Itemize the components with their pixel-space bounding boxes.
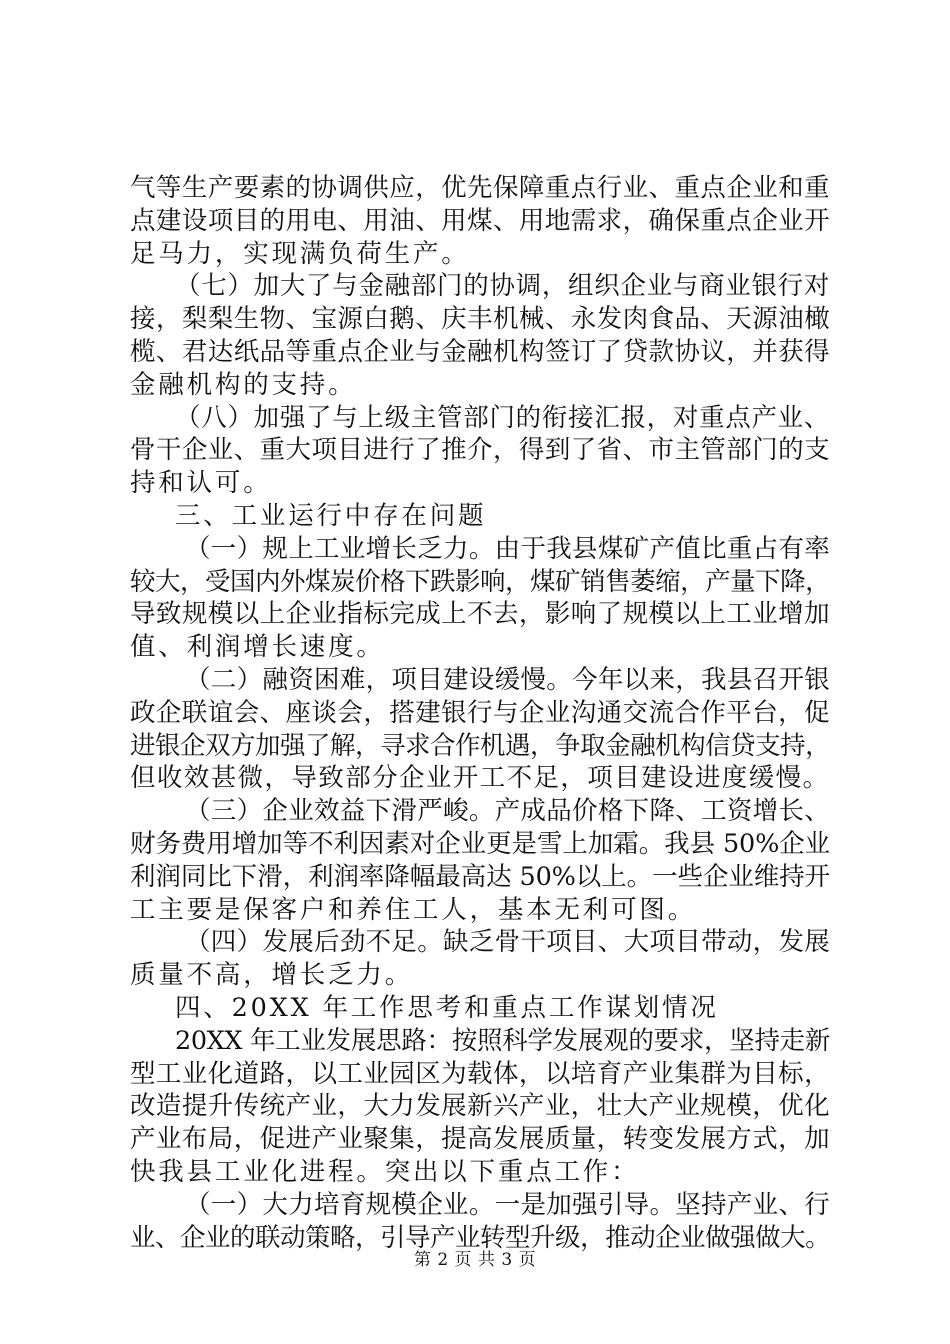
section-heading: 四、20XX 年工作思考和重点工作谋划情况 (175, 992, 719, 1023)
text-line: 接，梨梨生物、宝源白鹅、庆丰机械、永发肉食品、天源油橄 (130, 304, 830, 335)
text-line: 进银企双方加强了解，寻求合作机遇，争取金融机构信贷支持， (130, 730, 830, 761)
paragraph-start-line: 20XX 年工业发展思路：按照科学发展观的要求，坚持走新 (175, 1025, 830, 1056)
page-number-label: 第 2 页 共 3 页 (413, 1250, 537, 1270)
paragraph-start-line: （一）大力培育规模企业。一是加强引导。坚持产业、行 (185, 1189, 830, 1220)
text-line: 骨干企业、重大项目进行了推介，得到了省、市主管部门的支 (130, 435, 830, 466)
text-line: 但收效甚微，导致部分企业开工不足，项目建设进度缓慢。 (130, 763, 830, 794)
text-line: 利润同比下滑，利润率降幅最高达 50%以上。一些企业维持开 (130, 861, 830, 892)
text-line: 气等生产要素的协调供应，优先保障重点行业、重点企业和重 (130, 173, 830, 203)
paragraph-start-line: （二）融资困难，项目建设缓慢。今年以来，我县召开银 (185, 664, 830, 695)
text-line: 点建设项目的用电、用油、用煤、用地需求，确保重点企业开 (130, 205, 830, 236)
text-line: 质量不高，增长乏力。 (130, 960, 414, 991)
page-footer (0, 1245, 950, 1270)
text-line: 改造提升传统产业，大力发展新兴产业，壮大产业规模，优化 (130, 1091, 830, 1122)
text-line: 持和认可。 (130, 468, 272, 499)
text-line: 产业布局，促进产业聚集，提高发展质量，转变发展方式，加 (130, 1124, 830, 1155)
text-line: 金融机构的支持。 (130, 369, 357, 400)
text-line: 值、利润增长速度。 (130, 632, 385, 663)
text-line: 榄、君达纸品等重点企业与金融机构签订了贷款协议，并获得 (130, 336, 830, 367)
text-line: 政企联谊会、座谈会，搭建银行与企业沟通交流合作平台，促 (130, 697, 830, 728)
paragraph-start-line: （四）发展后劲不足。缺乏骨干项目、大项目带动，发展 (185, 927, 830, 958)
paragraph-start-line: （八）加强了与上级主管部门的衔接汇报，对重点产业、 (175, 402, 830, 433)
text-line: 型工业化道路，以工业园区为载体，以培育产业集群为目标， (130, 1058, 830, 1089)
paragraph-start-line: （三）企业效益下滑严峻。产成品价格下降、工资增长、 (185, 796, 830, 827)
paragraph-start-line: （一）规上工业增长乏力。由于我县煤矿产值比重占有率 (185, 533, 830, 564)
document-body (130, 172, 830, 1254)
text-line: 工主要是保客户和养住工人，基本无利可图。 (130, 894, 697, 925)
text-line: 足马力，实现满负荷生产。 (130, 238, 470, 269)
text-line: 财务费用增加等不利因素对企业更是雪上加霜。我县 50%企业 (130, 828, 830, 859)
section-heading: 三、工业运行中存在问题 (175, 500, 487, 531)
text-line: 业、企业的联动策略，引导产业转型升级，推动企业做强做大。 (130, 1222, 830, 1253)
text-line: 较大，受国内外煤炭价格下跌影响，煤矿销售萎缩，产量下降， (130, 566, 830, 597)
paragraph-start-line: （七）加大了与金融部门的协调，组织企业与商业银行对 (175, 271, 830, 302)
text-line: 快我县工业化进程。突出以下重点工作： (130, 1156, 640, 1187)
text-line: 导致规模以上企业指标完成上不去，影响了规模以上工业增加 (130, 599, 830, 630)
